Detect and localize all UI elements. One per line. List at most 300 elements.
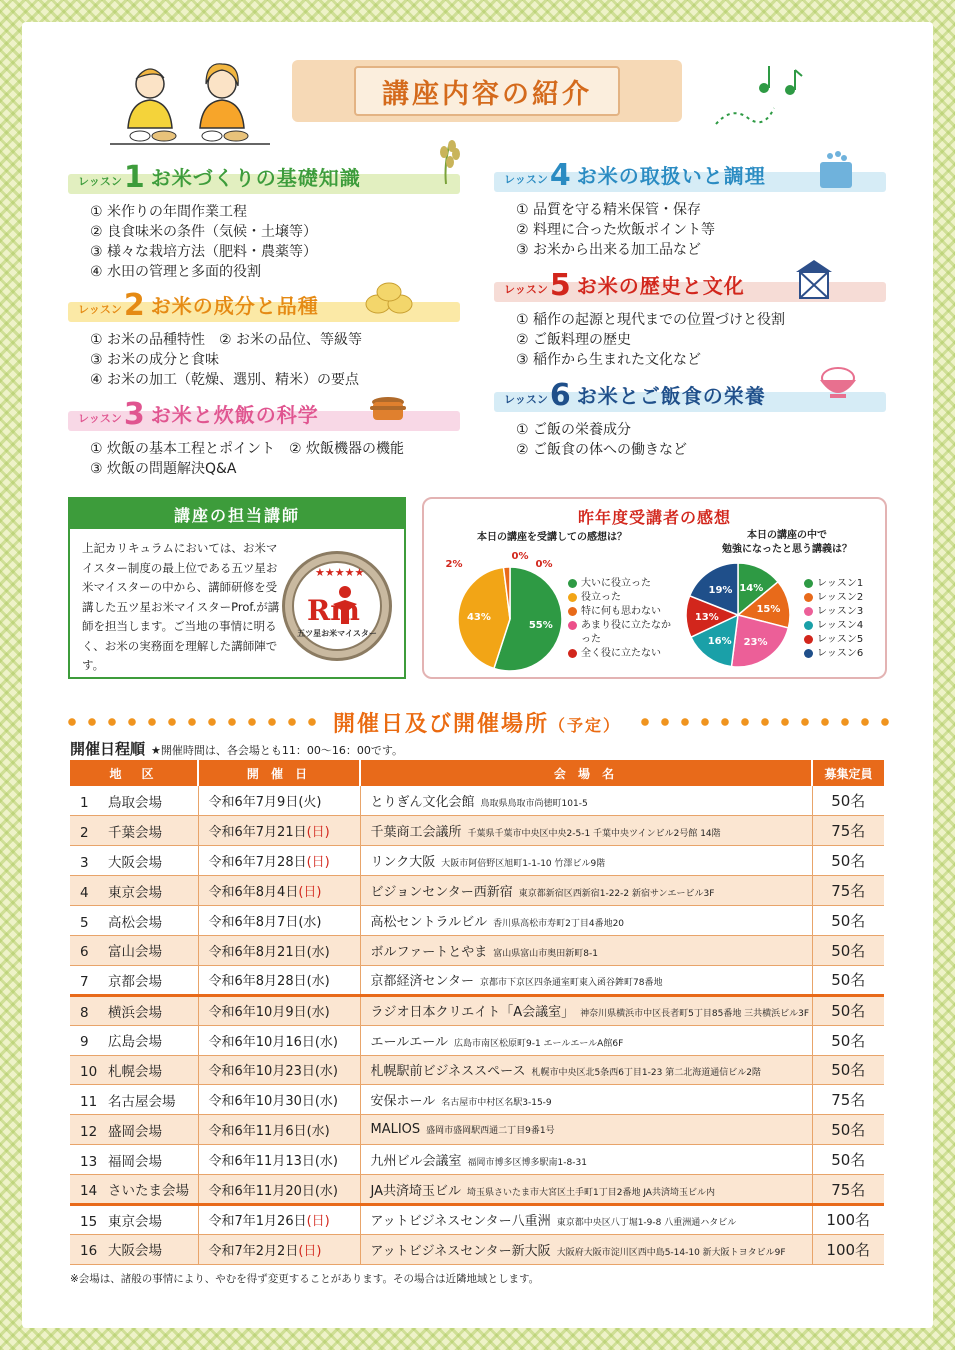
- row-number: 4: [80, 884, 89, 901]
- rice-bag-icon: [816, 150, 856, 190]
- area-name: 大阪会場: [108, 1243, 162, 1260]
- area-cell: [70, 1055, 198, 1085]
- lesson-item: ③ 炊飯の問題解決Q&A: [90, 461, 237, 477]
- venue-name: JA共済埼玉ビル: [370, 1183, 461, 1199]
- date: 令和6年7月28日: [208, 855, 307, 871]
- venue-name: アットビジネスセンター新大阪: [370, 1243, 551, 1259]
- capacity-cell: 50名: [812, 935, 884, 965]
- area-name: 千葉会場: [108, 824, 162, 841]
- legend-swatch: [568, 621, 577, 630]
- capacity-cell: 50名: [812, 1115, 884, 1145]
- pie-value-label: 13%: [694, 611, 719, 623]
- venue-name: 京都経済センター: [370, 974, 474, 990]
- lesson-item: ② 良食味米の条件（気候・土壌等）: [90, 224, 318, 240]
- schedule-rows: [70, 786, 884, 1264]
- date: 令和6年8月21日: [208, 944, 307, 960]
- date-cell: [198, 935, 360, 965]
- dots-decoration: [62, 717, 319, 727]
- lesson-label: レッスン: [78, 175, 122, 188]
- day-of-week: (水): [314, 1094, 339, 1110]
- date: 令和6年11月20日: [208, 1183, 315, 1199]
- day-of-week: (水): [306, 1124, 330, 1140]
- capacity-cell: 50名: [812, 1025, 884, 1055]
- area-name: 東京会場: [108, 884, 162, 901]
- venue-name: 札幌駅前ビジネススペース: [370, 1064, 526, 1080]
- legend-swatch: [804, 593, 813, 602]
- schedule-title-text: 開催日及び開催場所: [332, 711, 549, 737]
- lesson-number: 1: [123, 160, 145, 195]
- row-number: 16: [80, 1243, 98, 1260]
- table-row: [70, 995, 884, 1025]
- area-name: 盛岡会場: [108, 1123, 162, 1140]
- lesson-item: ② ご飯料理の歴史: [516, 332, 632, 348]
- survey-question-2-line1: 本日の講座の中で: [747, 530, 827, 541]
- capacity-cell: 100名: [812, 1234, 884, 1264]
- venue-cell: [360, 1115, 812, 1145]
- table-row: [70, 1175, 884, 1205]
- lesson-item: ② 料理に合った炊飯ポイント等: [516, 222, 716, 238]
- pie-value-label: 0%: [511, 551, 529, 562]
- rice-bales-icon: [364, 280, 414, 316]
- capacity-cell: 50名: [812, 995, 884, 1025]
- area-name: 鳥取会場: [108, 794, 162, 811]
- table-row: [70, 1204, 884, 1234]
- date-cell: [198, 1145, 360, 1175]
- lesson-item: ③ お米から出来る加工品など: [516, 242, 702, 258]
- lesson-title: お米とご飯食の栄養: [576, 384, 766, 408]
- area-cell: [70, 995, 198, 1025]
- capacity-cell: 50名: [812, 965, 884, 995]
- date-cell: [198, 1085, 360, 1115]
- day-of-week: (水): [314, 1034, 339, 1050]
- survey-question-1: 本日の講座を受講しての感想は？: [477, 532, 627, 543]
- date-cell: [198, 906, 360, 936]
- date-cell: [198, 1025, 360, 1055]
- footnote: ※会場は、諸般の事情により、やむを得ず変更することがあります。その場合は近隣地域とします。: [70, 1273, 540, 1285]
- lesson-number: 2: [123, 288, 145, 323]
- instructor-description: 上記カリキュラムにおいては、お米マイスター制度の最上位である五ツ星お米マイスターの中から、講師研修を受講した五ツ星お米マイスターProf.が講師を担当します。ご当地の事情に明るく、お米の実務面を理解した講師陣です。: [82, 541, 280, 672]
- table-row: [70, 1055, 884, 1085]
- venue-address: 札幌市中央区北5条西6丁目1-23 第二北海道通信ビル2階: [531, 1068, 761, 1079]
- area-cell: [70, 906, 198, 936]
- day-of-week: (水): [306, 1005, 330, 1021]
- area-name: 京都会場: [108, 973, 162, 990]
- area-cell: [70, 935, 198, 965]
- table-row: [70, 786, 884, 816]
- venue-cell: [360, 876, 812, 906]
- table-row: [70, 816, 884, 846]
- lesson-title: お米の取扱いと調理: [576, 164, 766, 188]
- legend-item: [568, 577, 678, 591]
- area-cell: [70, 786, 198, 816]
- legend-item: [568, 647, 678, 661]
- venue-name: エールエール: [370, 1034, 448, 1050]
- lesson-item: ③ 稲作から生まれた文化など: [516, 352, 702, 368]
- table-row: [70, 1234, 884, 1264]
- legend-swatch: [568, 593, 577, 602]
- people-eating-illustration: [110, 58, 270, 148]
- venue-name: ラジオ日本クリエイト「A会議室」: [370, 1005, 575, 1021]
- table-row: [70, 1085, 884, 1115]
- music-notes-icon: [712, 62, 807, 132]
- lesson-item: ① お米の品種特性 ② お米の品位、等級等: [90, 332, 363, 348]
- area-name: 広島会場: [108, 1034, 162, 1051]
- lesson-item: ④ お米の加工（乾燥、選別、精米）の要点: [90, 372, 359, 388]
- row-number: 6: [80, 944, 89, 961]
- venue-address: 広島市南区松原町9-1 エールエールA館6F: [453, 1038, 624, 1049]
- area-cell: [70, 1204, 198, 1234]
- date: 令和6年8月28日: [208, 974, 307, 990]
- day-of-week: (水): [314, 1183, 339, 1199]
- row-number: 10: [80, 1063, 98, 1080]
- capacity-cell: 75名: [812, 876, 884, 906]
- venue-cell: [360, 1145, 812, 1175]
- pie-value-label: 55%: [528, 619, 553, 631]
- legend-label: 全く役に立たない: [581, 648, 661, 659]
- schedule-title: [319, 707, 635, 738]
- venue-name: 千葉商工会議所: [370, 825, 462, 841]
- page-title: 講座内容の紹介: [354, 66, 620, 116]
- lesson-label: レッスン: [504, 173, 548, 186]
- table-header-row: [70, 760, 884, 786]
- venue-cell: [360, 846, 812, 876]
- legend-swatch: [804, 621, 813, 630]
- day-of-week: (水): [314, 1154, 339, 1170]
- header-capacity: 募集定員: [812, 760, 884, 786]
- rice-pot-icon: [368, 390, 408, 426]
- lesson-item: ② ご飯食の体への働きなど: [516, 442, 688, 458]
- impression-pie-chart: [424, 543, 574, 678]
- date: 令和6年8月4日: [208, 885, 299, 901]
- venue-cell: [360, 1055, 812, 1085]
- area-cell: [70, 1234, 198, 1264]
- venue-cell: [360, 965, 812, 995]
- area-name: 東京会場: [108, 1213, 162, 1230]
- area-cell: [70, 1145, 198, 1175]
- area-name: 大阪会場: [108, 854, 162, 871]
- legend-item: [804, 605, 884, 619]
- lesson-title: お米の成分と品種: [150, 294, 319, 318]
- legend-item: [568, 591, 678, 605]
- legend-swatch: [804, 649, 813, 658]
- area-cell: [70, 816, 198, 846]
- date-cell: [198, 1234, 360, 1264]
- storehouse-icon: [794, 258, 834, 300]
- legend-item: [804, 619, 884, 633]
- venue-address: 盛岡市盛岡駅西通二丁目9番1号: [426, 1126, 555, 1137]
- rice-bowl-icon: [816, 360, 860, 404]
- lesson-item: ① ご飯の栄養成分: [516, 422, 632, 438]
- date: 令和7年2月2日: [208, 1243, 299, 1259]
- capacity-cell: 50名: [812, 786, 884, 816]
- legend-item: [568, 605, 678, 619]
- venue-cell: [360, 1234, 812, 1264]
- venue-address: 埼玉県さいたま市大宮区土手町1丁目2番地 JA共済埼玉ビル内: [467, 1187, 715, 1198]
- venue-name: 九州ビル会議室: [370, 1154, 462, 1170]
- date-cell: [198, 965, 360, 995]
- venue-address: 東京都中央区八丁堀1-9-8 八重洲通ハタビル: [556, 1218, 737, 1229]
- area-cell: [70, 1085, 198, 1115]
- venue-cell: [360, 1204, 812, 1234]
- legend-item: [804, 591, 884, 605]
- lecture-legend: [804, 577, 884, 661]
- svg-text:★★★★★: ★★★★★: [315, 566, 365, 579]
- date-cell: [198, 1175, 360, 1205]
- lesson-title: お米と炊飯の科学: [150, 403, 319, 427]
- venue-name: リンク大阪: [370, 855, 436, 871]
- lesson-item: ① 米作りの年間作業工程: [90, 204, 248, 220]
- legend-label: レッスン4: [817, 620, 864, 631]
- schedule-subtitle-text: 開催日程順: [70, 740, 146, 758]
- row-number: 7: [80, 973, 89, 990]
- lesson-number: 5: [549, 268, 571, 303]
- row-number: 15: [80, 1213, 98, 1230]
- venue-cell: [360, 786, 812, 816]
- lesson-label: レッスン: [504, 283, 548, 296]
- survey-title: 昨年度受講者の感想: [577, 508, 731, 527]
- day-of-week: (日): [298, 885, 322, 901]
- day-of-week: (水): [314, 1064, 339, 1080]
- row-number: 11: [80, 1093, 98, 1110]
- lesson-1-heading: [68, 160, 460, 194]
- date: 令和6年10月16日: [208, 1034, 315, 1050]
- lesson-title: お米づくりの基礎知識: [150, 166, 361, 190]
- capacity-cell: 75名: [812, 1085, 884, 1115]
- venue-name: MALIOS: [370, 1122, 421, 1138]
- venue-name: とりぎん文化会館: [370, 795, 475, 811]
- day-of-week: (日): [298, 1243, 322, 1259]
- title-ribbon: [292, 60, 682, 122]
- venue-address: 名古屋市中村区名駅3-15-9: [441, 1098, 552, 1109]
- legend-label: レッスン1: [817, 578, 864, 589]
- pie-value-label: 15%: [756, 604, 781, 616]
- date-cell: [198, 1115, 360, 1145]
- legend-swatch: [568, 649, 577, 658]
- instructor-heading: 講座の担当講師: [70, 499, 404, 529]
- table-row: [70, 1025, 884, 1055]
- row-number: 13: [80, 1153, 98, 1170]
- legend-swatch: [568, 579, 577, 588]
- venue-name: 高松セントラルビル: [370, 915, 488, 930]
- capacity-cell: 50名: [812, 906, 884, 936]
- venue-address: 鳥取県鳥取市尚徳町101-5: [480, 799, 588, 810]
- venue-address: 福岡市博多区博多駅南1-8-31: [467, 1158, 587, 1169]
- area-name: さいたま会場: [108, 1183, 189, 1200]
- day-of-week: (日): [306, 855, 330, 871]
- legend-label: 役立った: [581, 592, 621, 603]
- legend-swatch: [804, 607, 813, 616]
- date: 令和6年8月7日: [208, 915, 299, 930]
- impression-legend: [568, 577, 678, 661]
- area-name: 高松会場: [108, 914, 162, 931]
- date: 令和6年10月9日: [208, 1005, 307, 1021]
- area-cell: [70, 846, 198, 876]
- rice-plant-icon: [426, 136, 466, 186]
- lesson-number: 4: [549, 158, 571, 193]
- row-number: 8: [80, 1004, 89, 1021]
- venue-cell: [360, 1085, 812, 1115]
- area-name: 名古屋会場: [108, 1093, 176, 1110]
- row-number: 1: [80, 794, 89, 811]
- legend-swatch: [804, 579, 813, 588]
- venue-address: 京都市下京区四条通室町東入函谷鉾町78番地: [479, 978, 663, 989]
- venue-name: ビジョンセンター西新宿: [370, 885, 513, 901]
- schedule-table: [70, 760, 884, 1265]
- lesson-item: ① 品質を守る精米保管・保存: [516, 202, 702, 218]
- pie-value-label: 43%: [466, 612, 491, 624]
- date-cell: [198, 816, 360, 846]
- schedule-heading: [62, 707, 892, 737]
- venue-address: 千葉県千葉市中央区中央2-5-1 千葉中央ツインビル2号館 14階: [467, 829, 721, 840]
- day-of-week: (水): [306, 944, 330, 960]
- table-row: [70, 965, 884, 995]
- schedule-subtitle: [70, 738, 403, 759]
- row-number: 2: [80, 824, 89, 841]
- date: 令和6年7月9日: [208, 795, 299, 811]
- survey-box: [422, 497, 887, 679]
- capacity-cell: 50名: [812, 846, 884, 876]
- legend-label: レッスン6: [817, 648, 864, 659]
- date: 令和6年11月6日: [208, 1124, 307, 1140]
- table-row: [70, 876, 884, 906]
- legend-label: レッスン5: [817, 634, 864, 645]
- date-cell: [198, 786, 360, 816]
- row-number: 9: [80, 1034, 89, 1051]
- area-cell: [70, 965, 198, 995]
- seal-logo: Rm: [307, 594, 360, 627]
- instructor-box: [68, 497, 406, 679]
- lesson-1: [68, 160, 460, 282]
- pie-value-label: 16%: [707, 636, 732, 648]
- pie-value-label: 23%: [743, 636, 768, 648]
- area-name: 横浜会場: [108, 1004, 162, 1021]
- seal-caption: 五ツ星お米マイスター: [297, 629, 377, 638]
- table-row: [70, 846, 884, 876]
- lesson-label: レッスン: [504, 393, 548, 406]
- date-cell: [198, 1055, 360, 1085]
- legend-label: あまり役に立たなかった: [581, 620, 671, 645]
- lesson-item: ④ 水田の管理と多面的役割: [90, 264, 262, 280]
- area-name: 福岡会場: [108, 1153, 162, 1170]
- pie-value-label: 0%: [535, 559, 553, 570]
- capacity-cell: 50名: [812, 1055, 884, 1085]
- pie-value-label: 2%: [445, 559, 463, 570]
- row-number: 12: [80, 1123, 98, 1140]
- legend-item: [804, 647, 884, 661]
- row-number: 14: [80, 1183, 98, 1200]
- table-row: [70, 1115, 884, 1145]
- venue-address: 大阪市阿倍野区旭町1-1-10 竹澤ビル9階: [441, 859, 606, 870]
- venue-name: 安保ホール: [370, 1094, 436, 1110]
- area-name: 富山会場: [108, 944, 162, 961]
- legend-label: レッスン3: [817, 606, 864, 617]
- area-cell: [70, 1115, 198, 1145]
- venue-cell: [360, 816, 812, 846]
- venue-name: アットビジネスセンター八重洲: [370, 1214, 551, 1230]
- date-cell: [198, 876, 360, 906]
- five-star-meister-seal: [282, 551, 392, 661]
- lesson-item: ① 炊飯の基本工程とポイント ② 炊飯機器の機能: [90, 441, 405, 457]
- row-number: 5: [80, 914, 89, 931]
- venue-cell: [360, 1175, 812, 1205]
- lecture-pie-chart: [674, 549, 804, 679]
- area-cell: [70, 876, 198, 906]
- lesson-item: ③ お米の成分と食味: [90, 352, 220, 368]
- header-venue: 会 場 名: [360, 760, 812, 786]
- area-cell: [70, 1025, 198, 1055]
- legend-swatch: [804, 635, 813, 644]
- venue-address: 富山県富山市奥田新町8-1: [493, 948, 598, 959]
- capacity-cell: 50名: [812, 1145, 884, 1175]
- venue-address: 東京都新宿区西新宿1-22-2 新宿サンエービル3F: [518, 889, 715, 900]
- venue-name: ボルファートとやま: [370, 944, 488, 960]
- day-of-week: (日): [306, 825, 330, 841]
- date: 令和6年10月30日: [208, 1094, 315, 1110]
- date-cell: [198, 846, 360, 876]
- legend-item: [804, 633, 884, 647]
- capacity-cell: 75名: [812, 816, 884, 846]
- area-name: 札幌会場: [108, 1063, 162, 1080]
- venue-cell: [360, 906, 812, 936]
- capacity-cell: 75名: [812, 1175, 884, 1205]
- day-of-week: (火): [298, 795, 322, 811]
- date-cell: [198, 995, 360, 1025]
- lesson-item: ① 稲作の起源と現代までの位置づけと役割: [516, 312, 785, 328]
- day-of-week: (水): [306, 974, 330, 990]
- capacity-cell: 100名: [812, 1204, 884, 1234]
- lesson-number: 3: [123, 397, 145, 432]
- header-area: 地 区: [70, 760, 198, 786]
- venue-cell: [360, 995, 812, 1025]
- venue-cell: [360, 1025, 812, 1055]
- date-cell: [198, 1204, 360, 1234]
- legend-item: [568, 619, 678, 647]
- pie-value-label: 19%: [708, 585, 733, 597]
- row-number: 3: [80, 854, 89, 871]
- lesson-title: お米の歴史と文化: [576, 274, 745, 298]
- day-of-week: (水): [298, 915, 322, 930]
- area-cell: [70, 1175, 198, 1205]
- survey-question-2-line2: 勉強になったと思う講義は？: [722, 544, 852, 555]
- table-row: [70, 935, 884, 965]
- header-date: 開 催 日: [198, 760, 360, 786]
- schedule-time-note: ★開催時間は、各会場とも11：00〜16：00です。: [151, 744, 403, 757]
- schedule-title-suffix: （予定）: [549, 715, 622, 735]
- table-row: [70, 1145, 884, 1175]
- venue-cell: [360, 935, 812, 965]
- legend-swatch: [568, 607, 577, 616]
- date: 令和7年1月26日: [208, 1214, 307, 1230]
- venue-address: 香川県高松市寿町2丁目4番地20: [493, 919, 625, 929]
- legend-label: 大いに役立った: [581, 578, 651, 589]
- legend-label: 特に何も思わない: [581, 606, 661, 617]
- venue-address: 神奈川県横浜市中区長者町5丁目85番地 三共横浜ビル3F: [580, 1009, 810, 1020]
- date: 令和6年7月21日: [208, 825, 307, 841]
- lesson-label: レッスン: [78, 303, 122, 316]
- lesson-label: レッスン: [78, 412, 122, 425]
- table-row: [70, 906, 884, 936]
- legend-label: レッスン2: [817, 592, 864, 603]
- date: 令和6年11月13日: [208, 1154, 315, 1170]
- legend-item: [804, 577, 884, 591]
- date: 令和6年10月23日: [208, 1064, 315, 1080]
- day-of-week: (日): [306, 1214, 330, 1230]
- lesson-number: 6: [549, 378, 571, 413]
- dots-decoration: [635, 717, 892, 727]
- venue-address: 大阪府大阪市淀川区西中島5-14-10 新大阪トヨタビル9F: [556, 1247, 786, 1258]
- lesson-item: ③ 様々な栽培方法（肥料・農薬等）: [90, 244, 318, 260]
- pie-value-label: 14%: [739, 582, 764, 594]
